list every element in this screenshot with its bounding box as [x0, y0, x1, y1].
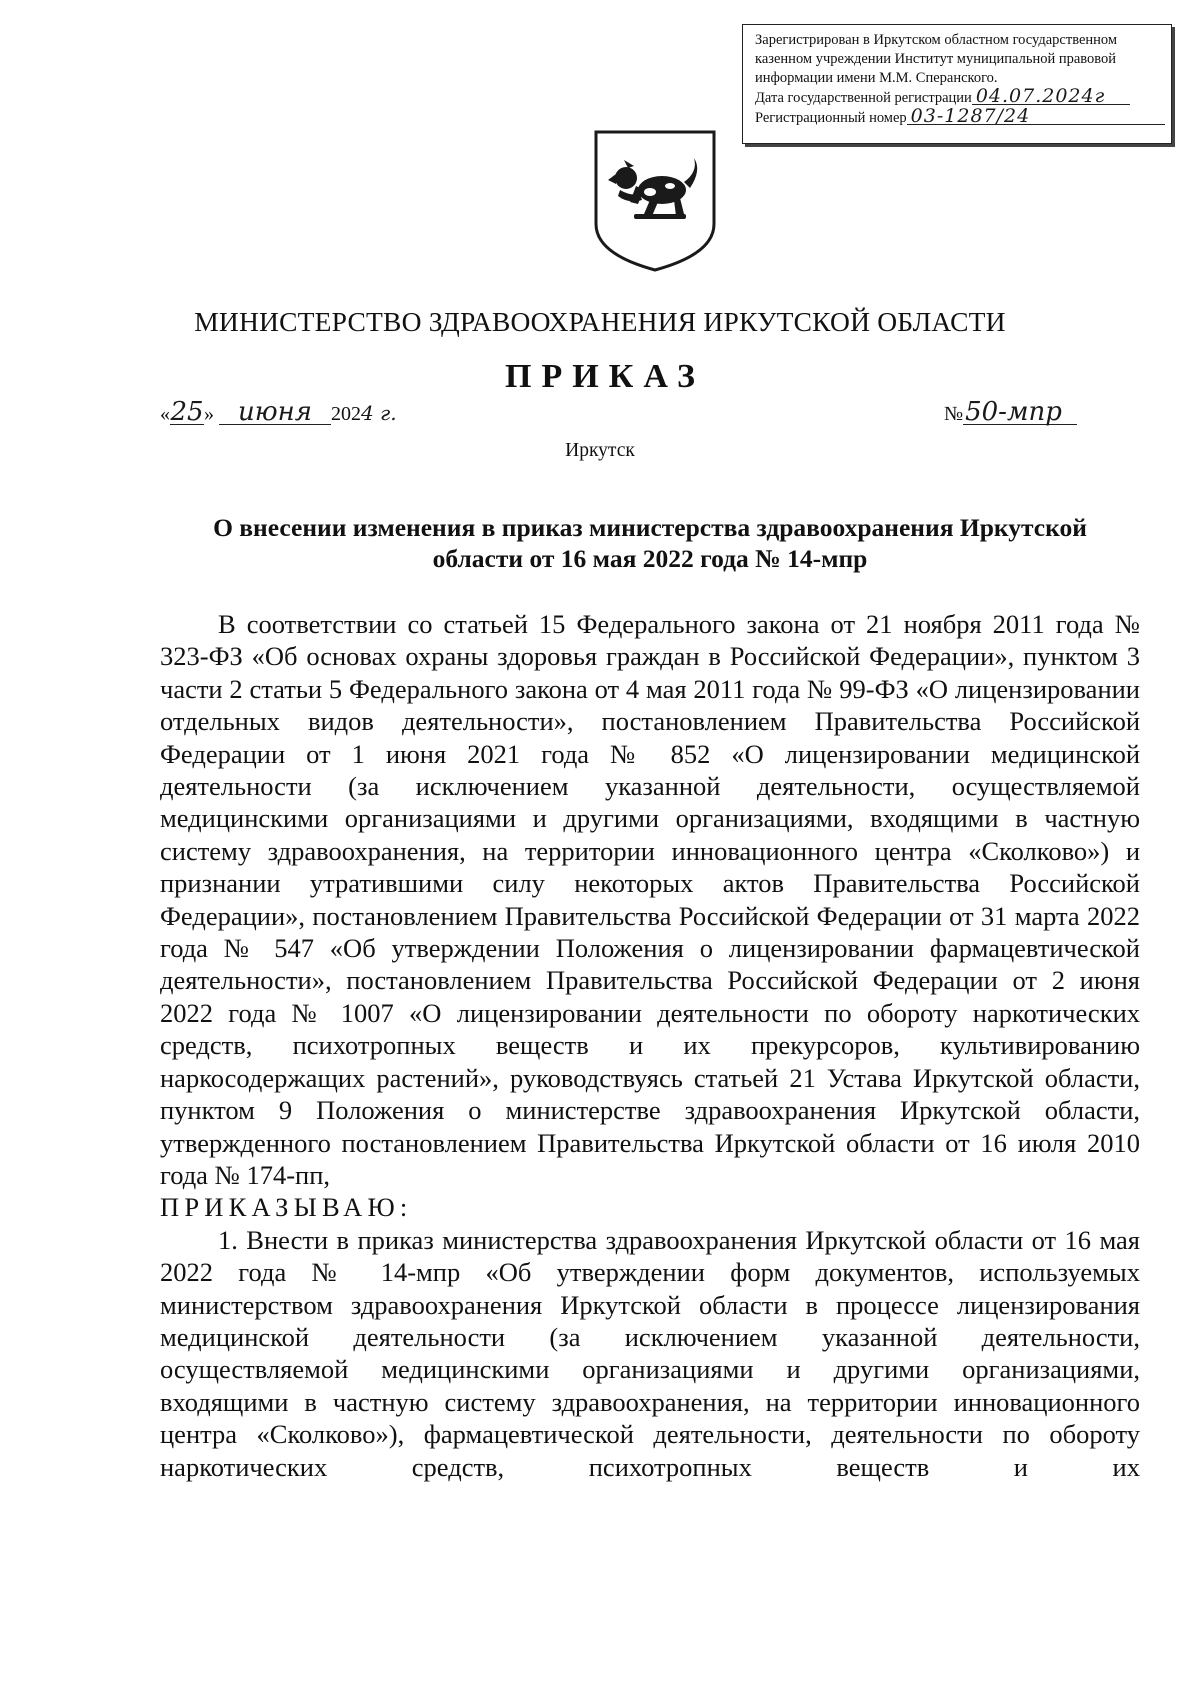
- number-label: №: [944, 403, 964, 425]
- stamp-date-value: 04.07.2024г: [972, 88, 1130, 105]
- irkutsk-coat-of-arms-icon: [590, 128, 720, 274]
- ministry-name: МИНИСТЕРСТВО ЗДРАВООХРАНЕНИЯ ИРКУТСКОЙ ОБЛАСТИ: [194, 306, 1006, 337]
- order-word: ПРИКАЗЫВАЮ:: [160, 1192, 413, 1223]
- stamp-date-label: Дата государственной регистрации: [755, 90, 972, 106]
- city: Иркутск: [565, 440, 635, 461]
- date-year-handwritten: 4 г.: [361, 401, 397, 425]
- preamble-paragraph: В соответствии со статьей 15 Федерального закона от 21 ноября 2011 года № 323-ФЗ «Об основах охраны здоровья граждан в Российской Федерации», пунктом 3 части 2 статьи 5 Федерального закона от 4 мая 2011 года № 99-ФЗ «О лицензировании отдельных видов деятельности», постановлением Правительства Российской Федерации от 1 июня 2021 года № 852 «О лицензировании медицинской деятельности (за исключением указанной деятельности, осуществляемой медицинскими организациями и другими организациями, входящими в частную систему здравоохранения, на территории инновационного центра «Сколково») и признании утратившими силу некоторых актов Правительства Российской Федерации», постановлением Правительства Российской Федерации от 31 марта 2022 года № 547 «Об утверждении Положения о лицензировании фармацевтической деятельности», постановлением Правительства Российской Федерации от 2 июня 2022 года № 1007 «О лицензировании деятельности по обороту наркотических средств, психотропных веществ и их прекурсоров, культивированию наркосодержащих растений», руководствуясь статьей 21 Устава Иркутской области, пунктом 9 Положения о министерстве здравоохранения Иркутской области, утвержденного постановлением Правительства Иркутской области от 16 июля 2010 года № 174-пп,: [160, 609, 1140, 1190]
- item-1-paragraph: 1. Внести в приказ министерства здравоохранения Иркутской области от 16 мая 2022 года № 14-мпр «Об утверждении форм документов, используемых министерством здравоохранения Иркутской области в процессе лицензирования медицинской деятельности (за исключением указанной деятельности, осуществляемой медицинскими организациями и другими организациями, входящими в частную систему здравоохранения, на территории инновационного центра «Сколково»), фармацевтической деятельности, деятельности по обороту наркотических средств, психотропных веществ и их: [160, 1224, 1140, 1482]
- document-title-line-1: О внесении изменения в приказ министерства здравоохранения Иркутской: [213, 513, 1087, 542]
- registration-stamp: [742, 24, 1172, 144]
- stamp-number-value: 03-1287/24: [907, 108, 1165, 125]
- document-body: [160, 608, 1140, 1483]
- stamp-number-row: [755, 105, 1161, 128]
- document-title: [160, 512, 1140, 574]
- order-title: ПРИКАЗ: [505, 358, 705, 395]
- date-close-quote: »: [204, 403, 214, 425]
- stamp-number-label: Регистрационный номер: [755, 110, 907, 126]
- date-month: июня: [219, 400, 331, 425]
- order-number: [944, 397, 1077, 427]
- date-day: 25: [170, 397, 204, 427]
- date-open-quote: «: [160, 403, 170, 425]
- stamp-line-1: Зарегистрирован в Иркутском областном государственном: [755, 32, 1118, 48]
- document-title-line-2: области от 16 мая 2022 года № 14-мпр: [432, 544, 868, 573]
- order-date: [160, 397, 397, 427]
- number-value: 50-мпр: [963, 400, 1077, 425]
- date-year-printed: 202: [331, 403, 361, 425]
- stamp-line-2: казенном учреждении Институт муниципальной правовой: [755, 51, 1117, 67]
- stamp-line-3: информации имени М.М. Сперанского.: [755, 70, 998, 86]
